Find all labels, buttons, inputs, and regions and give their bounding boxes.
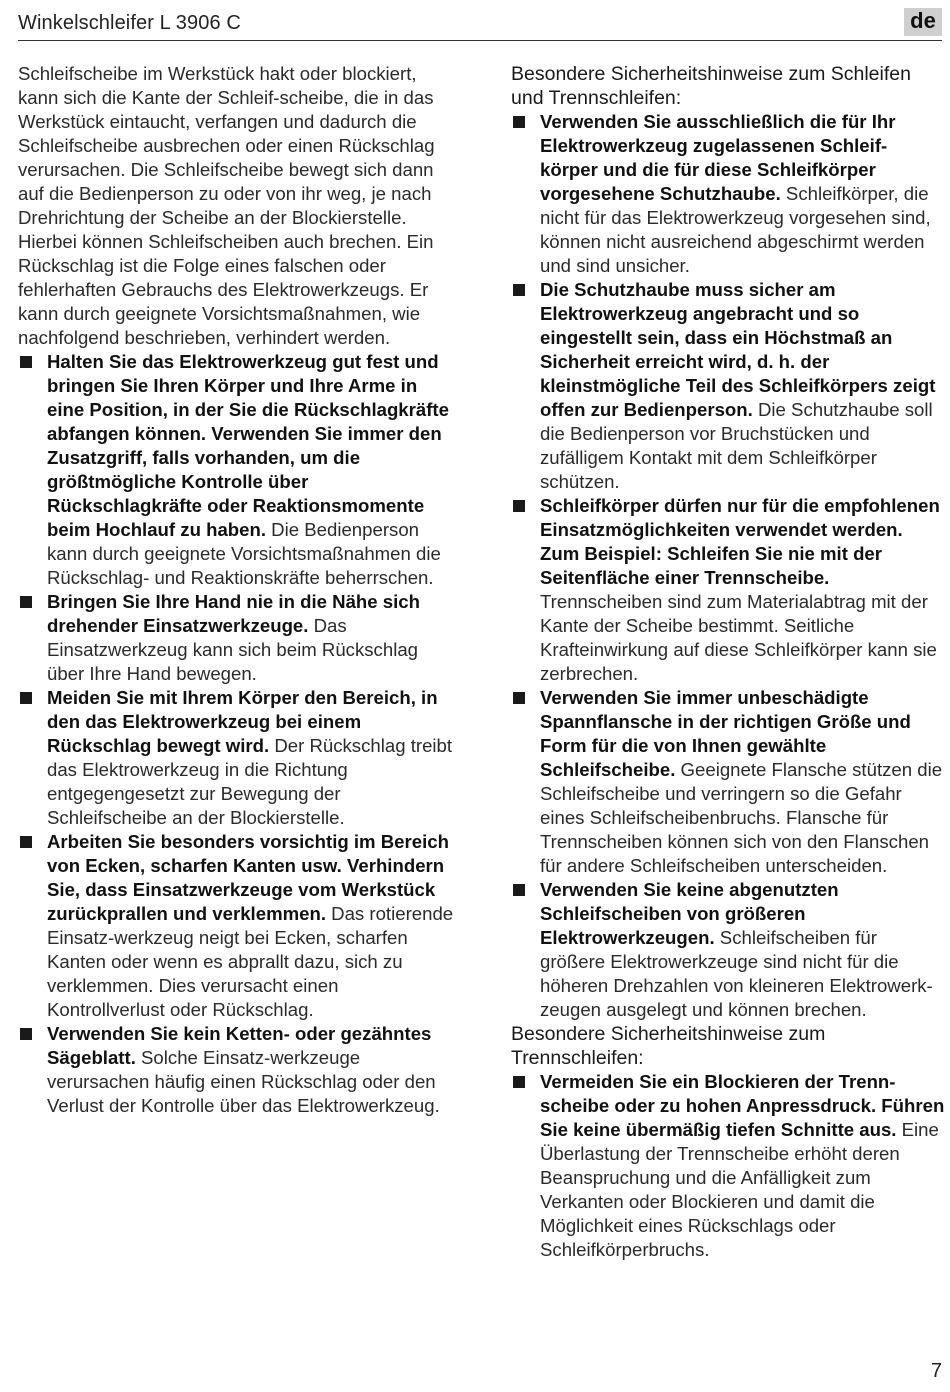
- list-item: [18, 830, 454, 1022]
- list-item: [511, 1070, 945, 1262]
- list-item: [18, 350, 454, 590]
- left-column: [18, 62, 454, 1118]
- warning-text: Die Bedienperson kann durch geeignete Vorsichtsmaßnahmen die Rückschlag- und Reaktionskräfte beherrschen.: [47, 519, 441, 588]
- bullet-square-icon: [20, 836, 32, 848]
- bullet-square-icon: [513, 284, 525, 296]
- warning-text: Schleifscheiben für größere Elektrowerkzeuge sind nicht für die höheren Drehzahlen von kleineren Elektrowerk-zeugen ausgelegt und können brechen.: [540, 927, 933, 1020]
- list-item: [18, 686, 454, 830]
- bullet-square-icon: [513, 884, 525, 896]
- warning-bold: Verwenden Sie keine abgenutzten Schleifscheiben von größeren Elektrowerkzeugen.: [540, 879, 839, 948]
- page-number: 7: [930, 1360, 942, 1382]
- warning-text: Solche Einsatz-werkzeuge verursachen häufig einen Rückschlag oder den Verlust der Kontrolle über das Elektrowerkzeug.: [47, 1047, 440, 1116]
- warning-text: Schleifkörper, die nicht für das Elektrowerkzeug vorgesehen sind, können nicht ausreichend abgeschirmt werden und sind unsicher.: [540, 183, 931, 276]
- warning-bold: Verwenden Sie immer unbeschädigte Spannflansche in der richtigen Größe und Form für die von Ihnen gewählte Schleifscheibe.: [540, 687, 911, 780]
- warning-bold: Meiden Sie mit Ihrem Körper den Bereich, in den das Elektrowerkzeug bei einem Rückschlag bewegt wird.: [47, 687, 438, 756]
- list-item: [511, 878, 945, 1022]
- warning-text: Das rotierende Einsatz-werkzeug neigt bei Ecken, scharfen Kanten oder wenn es abprallt dazu, sich zu verklemmen. Dies verursacht einen Kontrollverlust oder Rückschlag.: [47, 903, 454, 1020]
- intro-paragraph: Schleifscheibe im Werkstück hakt oder blockiert, kann sich die Kante der Schleif-scheibe, die in das Werkstück eintaucht, verfangen und dadurch die Schleifscheibe ausbrechen oder einen Rückschlag verursachen. Die Schleifscheibe bewegt sich dann auf die Bedienperson zu oder von ihr weg, je nach Drehrichtung der Scheibe an der Blockierstelle. Hierbei können Schleifscheiben auch brechen. Ein Rückschlag ist die Folge eines falschen oder fehlerhaften Gebrauchs des Elektrowerkzeugs. Er kann durch geeignete Vorsichtsmaßnahmen, wie nachfolgend beschrieben, verhindert werden.: [18, 63, 435, 348]
- bullet-square-icon: [20, 356, 32, 368]
- bullet-square-icon: [513, 692, 525, 704]
- right-column: [511, 62, 945, 1262]
- warning-text: Eine Überlastung der Trennscheibe erhöht deren Beanspruchung und die Anfälligkeit zum Verkanten oder Blockieren und damit die Möglichkeit eines Rückschlags oder Schleifkörperbruchs.: [540, 1119, 939, 1260]
- section-heading: Besondere Sicherheitshinweise zum Trennschleifen:: [511, 1023, 826, 1069]
- list-item: [511, 494, 945, 686]
- bullet-square-icon: [513, 116, 525, 128]
- warning-bold: Schleifkörper dürfen nur für die empfohlenen Einsatzmöglichkeiten verwendet werden. Zum Beispiel: Schleifen Sie nie mit der Seitenfläche einer Trennscheibe.: [540, 495, 940, 588]
- warning-bold: Arbeiten Sie besonders vorsichtig im Bereich von Ecken, scharfen Kanten usw. Verhindern Sie, dass Einsatzwerkzeuge vom Werkstück zurückprallen und verklemmen.: [47, 831, 449, 924]
- list-item: [18, 590, 454, 686]
- warning-text: Trennscheiben sind zum Materialabtrag mit der Kante der Scheibe bestimmt. Seitliche Krafteinwirkung auf diese Schleifkörper kann sie zerbrechen.: [540, 591, 937, 684]
- page-header: [18, 8, 942, 41]
- warning-bold: Vermeiden Sie ein Blockieren der Trenn-scheibe oder zu hohen Anpressdruck. Führen Sie keine übermäßig tiefen Schnitte aus.: [540, 1071, 945, 1140]
- warning-text: Der Rückschlag treibt das Elektrowerkzeug in die Richtung entgegengesetzt zur Bewegung der Schleifscheibe an der Blockierstelle.: [47, 735, 453, 828]
- warning-text: Geeignete Flansche stützen die Schleifscheibe und verringern so die Gefahr eines Schleifscheibenbruchs. Flansche für Trennscheiben können sich von den Flanschen für andere Schleifscheiben unterscheiden.: [540, 759, 943, 876]
- warning-bold: Halten Sie das Elektrowerkzeug gut fest und bringen Sie Ihren Körper und Ihre Arme in eine Position, in der Sie die Rückschlagkräfte abfangen können. Verwenden Sie immer den Zusatzgriff, falls vorhanden, um die größtmögliche Kontrolle über Rückschlagkräfte oder Reaktionsmomente beim Hochlauf zu haben.: [47, 351, 449, 540]
- bullet-square-icon: [513, 500, 525, 512]
- list-item: [18, 1022, 454, 1118]
- warning-bold: Verwenden Sie kein Ketten- oder gezähntes Sägeblatt.: [47, 1023, 432, 1068]
- list-item: [511, 278, 945, 494]
- warning-bold: Verwenden Sie ausschließlich die für Ihr Elektrowerkzeug zugelassenen Schleif-körper und die für diese Schleifkörper vorgesehene Schutzhaube.: [540, 111, 896, 204]
- bullet-square-icon: [20, 596, 32, 608]
- warning-text: Die Schutzhaube soll die Bedienperson vor Bruchstücken und zufälligem Kontakt mit dem Schleifkörper schützen.: [540, 399, 933, 492]
- language-badge: de: [904, 8, 942, 36]
- warning-bold: Bringen Sie Ihre Hand nie in die Nähe sich drehender Einsatzwerkzeuge.: [47, 591, 420, 636]
- list-item: [511, 686, 945, 878]
- list-item: [511, 110, 945, 278]
- bullet-square-icon: [20, 692, 32, 704]
- bullet-square-icon: [513, 1076, 525, 1088]
- document-title: Winkelschleifer L 3906 C: [18, 12, 241, 34]
- section-heading: Besondere Sicherheitshinweise zum Schleifen und Trennschleifen:: [511, 63, 911, 109]
- warning-text: Das Einsatzwerkzeug kann sich beim Rückschlag über Ihre Hand bewegen.: [47, 615, 419, 684]
- warning-bold: Die Schutzhaube muss sicher am Elektrowerkzeug angebracht und so eingestellt sein, dass ein Höchstmaß an Sicherheit erreicht wird, d. h. der kleinstmögliche Teil des Schleifkörpers zeigt offen zur Bedienperson.: [540, 279, 936, 420]
- bullet-square-icon: [20, 1028, 32, 1040]
